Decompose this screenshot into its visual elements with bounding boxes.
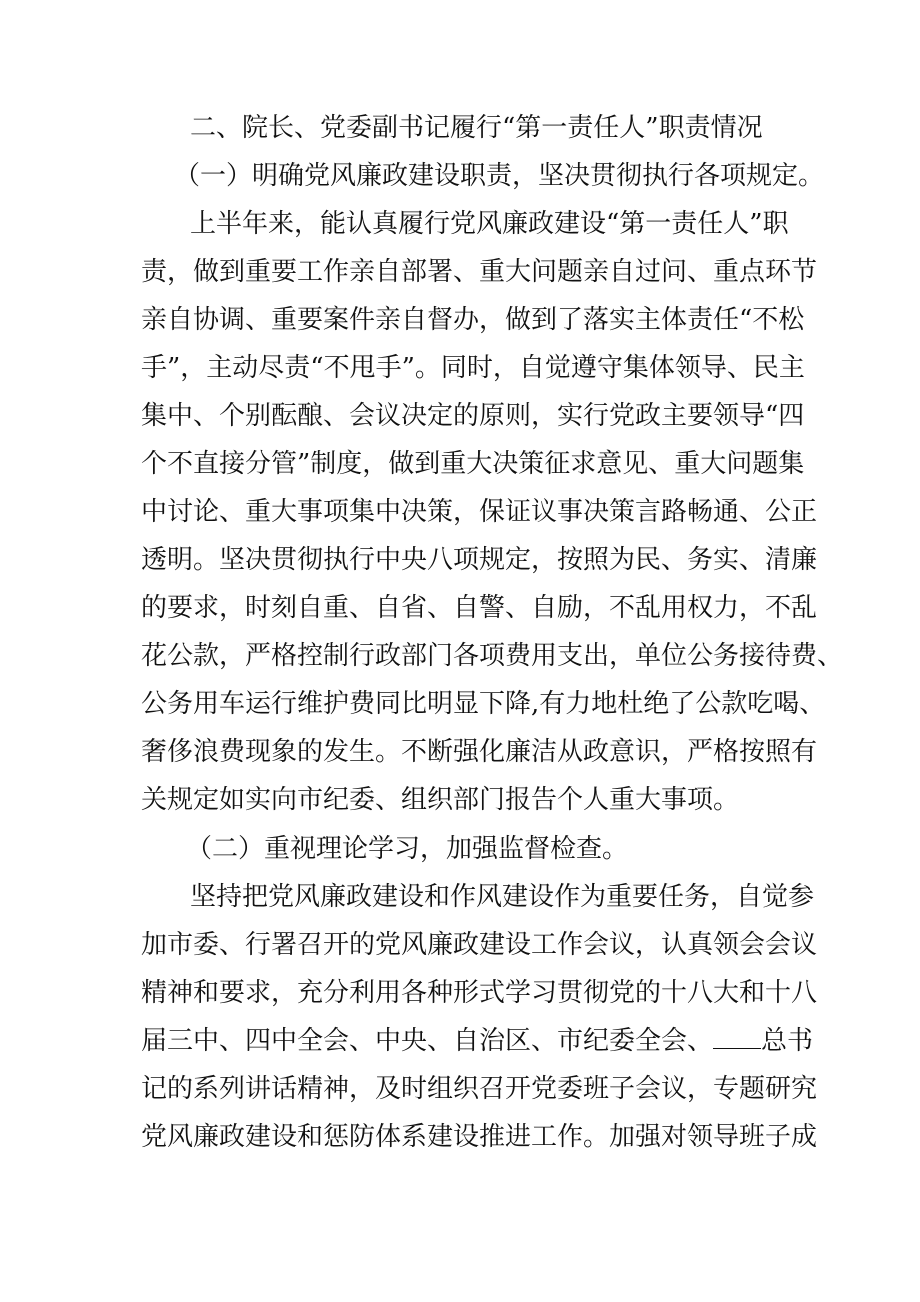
paragraph-line: 精神和要求，充分利用各种形式学习贯彻党的十八大和十八 — [141, 978, 818, 1008]
paragraph-line: 责，做到重要工作亲自部署、重大问题亲自过问、重点环节 — [141, 257, 818, 287]
paragraph-line: 奢侈浪费现象的发生。不断强化廉洁从政意识，严格按照有 — [141, 737, 818, 767]
paragraph-line: 关规定如实向市纪委、组织部门报告个人重大事项。 — [141, 785, 740, 815]
paragraph-line-tail: 总书 — [761, 1026, 814, 1056]
paragraph-line — [141, 1025, 813, 1057]
paragraph-line: 中讨论、重大事项集中决策，保证议事决策言路畅通、公正 — [141, 497, 818, 527]
blank-underline — [713, 1026, 761, 1049]
paragraph-line: 的要求，时刻自重、自省、自警、自励，不乱用权力，不乱 — [141, 593, 818, 623]
subsection-1-title: （一）明确党风廉政建设职责，坚决贯彻执行各项规定。 — [174, 161, 825, 191]
paragraph-line: 花公款，严格控制行政部门各项费用支出，单位公务接待费、 — [141, 641, 844, 671]
paragraph-line: 坚持把党风廉政建设和作风建设作为重要任务，自觉参 — [190, 882, 815, 912]
paragraph-line-text: 届三中、四中全会、中央、自治区、市纪委全会、 — [141, 1026, 714, 1056]
paragraph-line: 集中、个别酝酿、会议决定的原则，实行党政主要领导“四 — [141, 401, 805, 431]
paragraph-line: 个不直接分管”制度，做到重大决策征求意见、重大问题集 — [141, 449, 805, 479]
subsection-2-title: （二）重视理论学习，加强监督检查。 — [186, 834, 629, 864]
paragraph-line: 手”，主动尽责“不甩手”。同时，自觉遵守集体领导、民主 — [141, 353, 805, 383]
paragraph-line: 党风廉政建设和惩防体系建设推进工作。加强对领导班子成 — [141, 1122, 818, 1152]
section-heading: 二、院长、党委副书记履行“第一责任人”职责情况 — [190, 113, 763, 143]
paragraph-line: 公务用车运行维护费同比明显下降,有力地杜绝了公款吃喝、 — [141, 689, 826, 719]
paragraph-line: 上半年来，能认真履行党风廉政建设“第一责任人”职 — [190, 209, 789, 239]
paragraph-line: 加市委、行署召开的党风廉政建设工作会议，认真领会会议 — [141, 930, 818, 960]
paragraph-line: 透明。坚决贯彻执行中央八项规定，按照为民、务实、清廉 — [141, 545, 818, 575]
paragraph-line: 亲自协调、重要案件亲自督办，做到了落实主体责任“不松 — [141, 305, 805, 335]
paragraph-line: 记的系列讲话精神，及时组织召开党委班子会议，专题研究 — [141, 1074, 818, 1104]
